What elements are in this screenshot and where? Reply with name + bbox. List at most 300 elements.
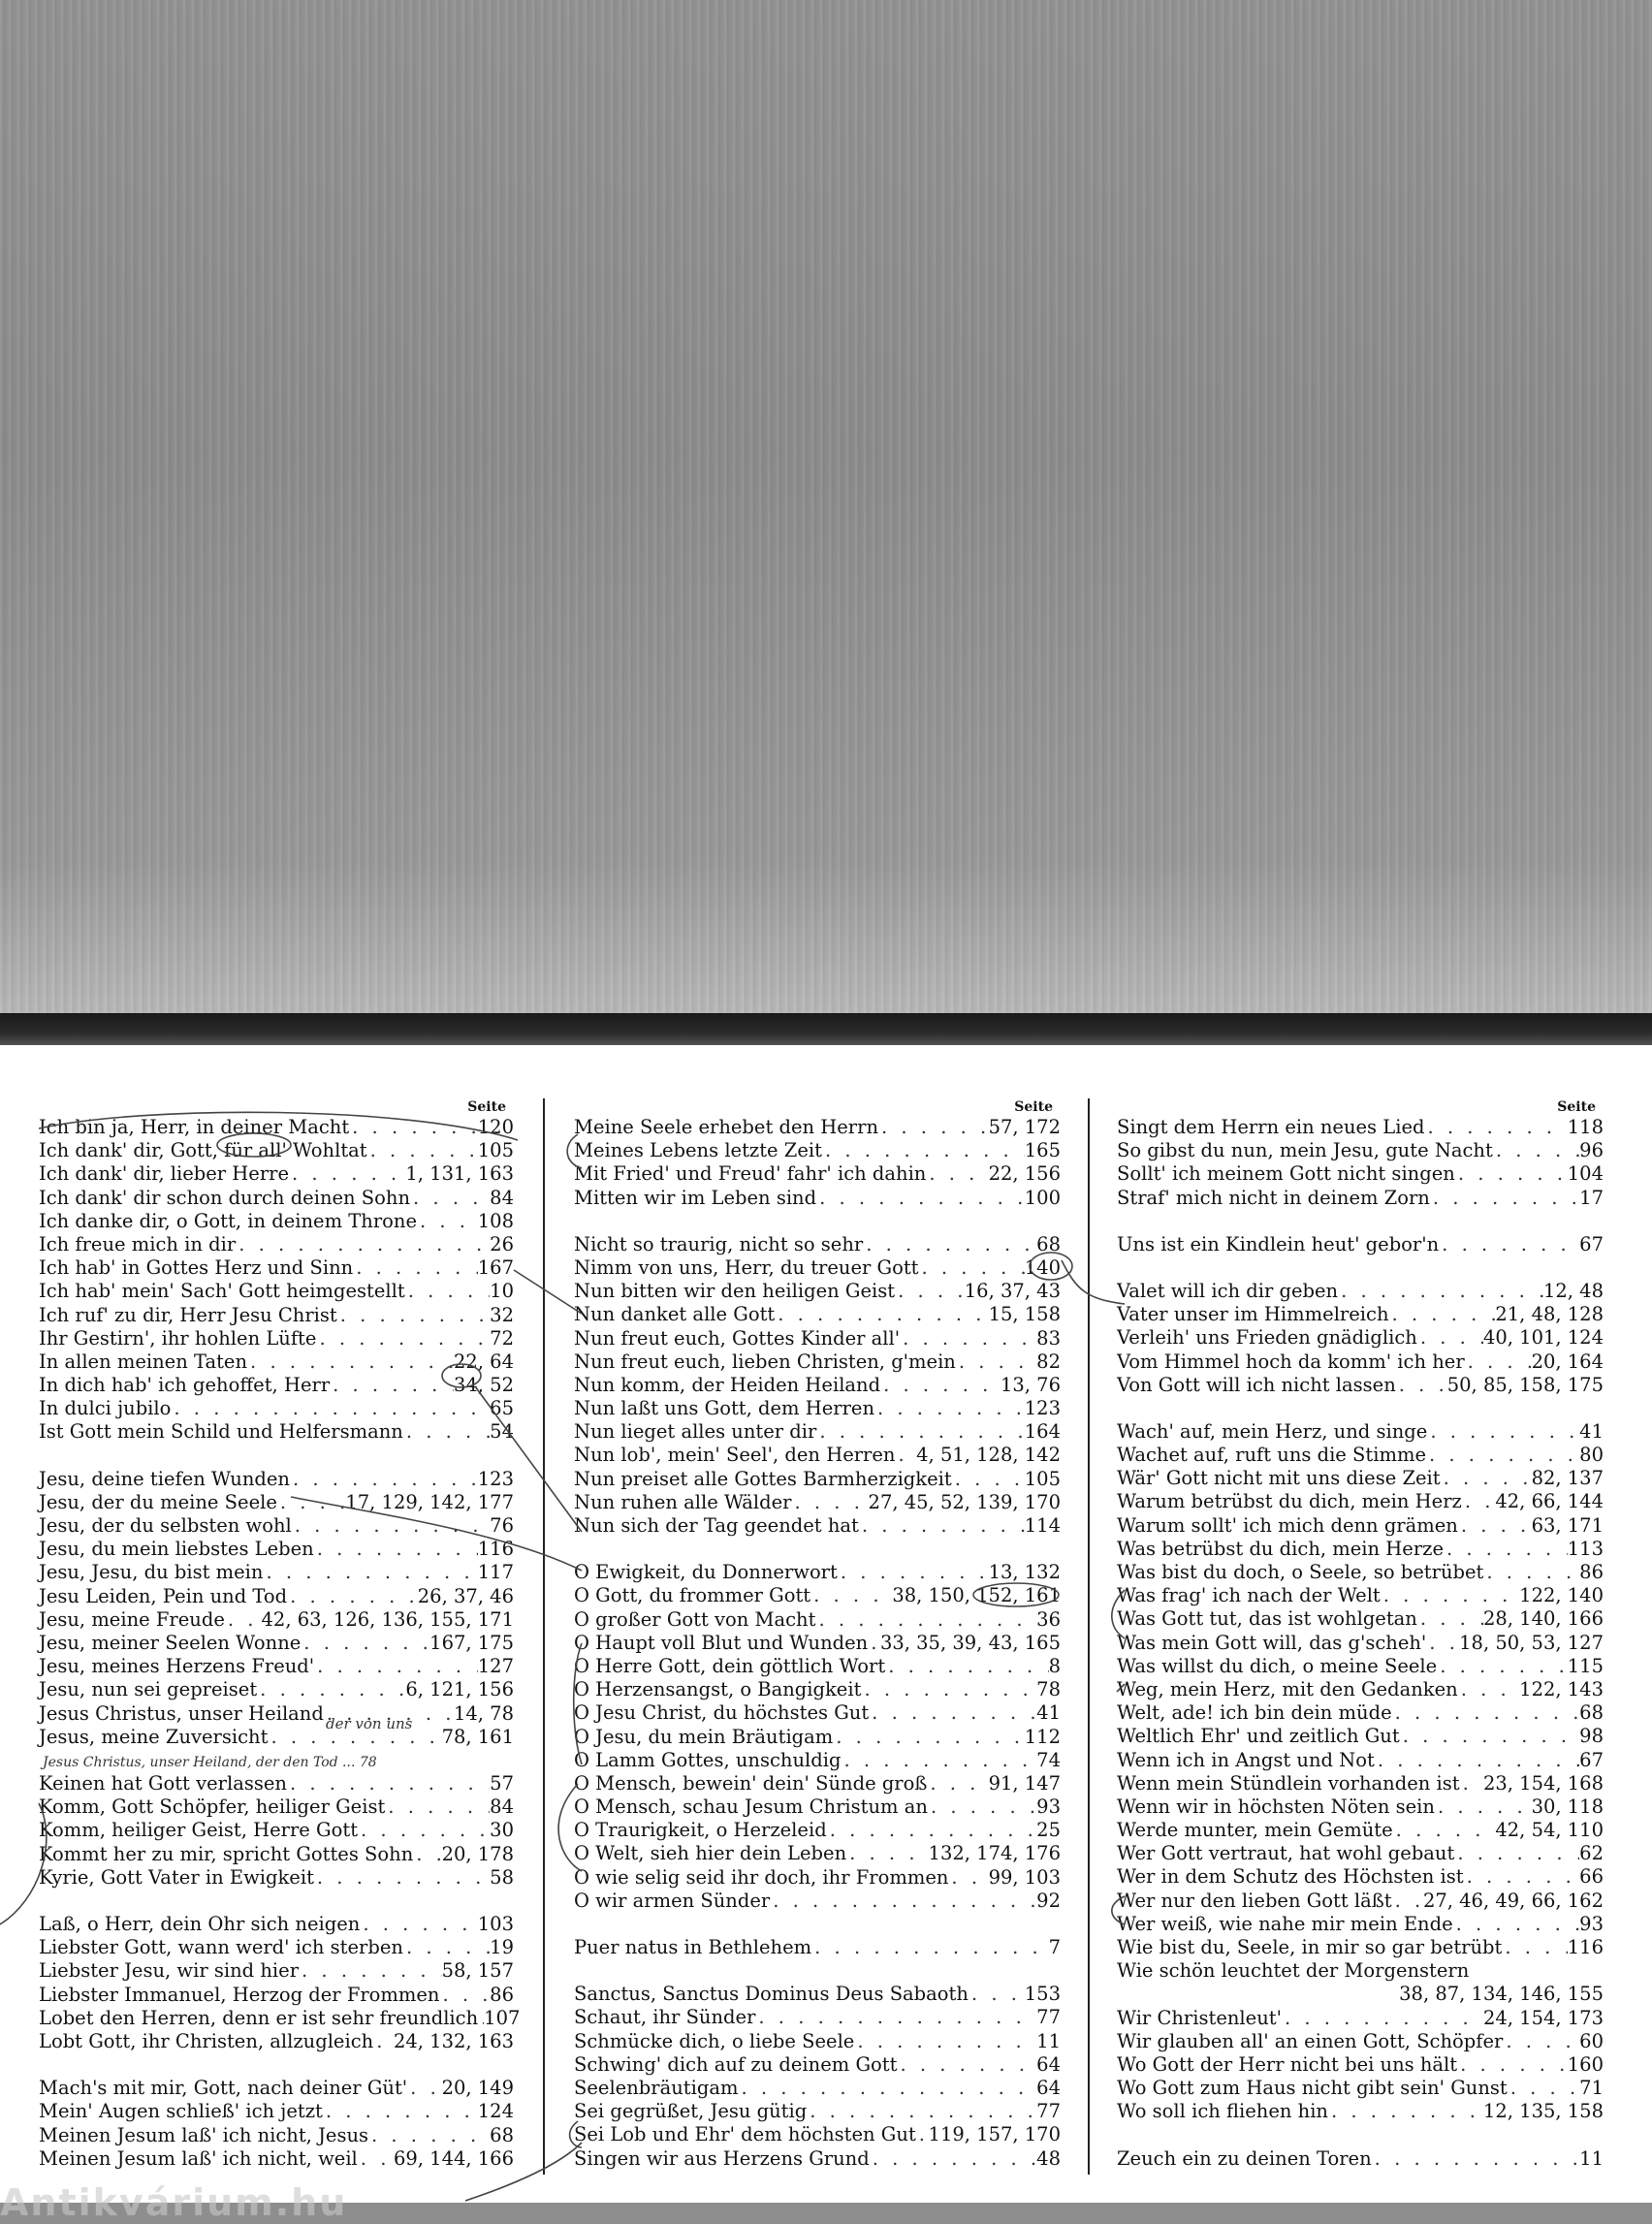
page-numbers: 26 xyxy=(490,1232,514,1255)
index-entry xyxy=(1117,1538,1604,1561)
index-entry xyxy=(1117,1303,1604,1326)
entry-list xyxy=(574,1116,1061,2171)
leader-dots xyxy=(1435,1795,1532,1819)
index-entry xyxy=(39,1608,514,1632)
index-entry xyxy=(1117,1187,1604,1210)
leader-dots xyxy=(349,1116,478,1139)
hymn-title: Welt, ade! ich bin dein müde xyxy=(1117,1701,1392,1725)
hymn-title: Uns ist ein Kindlein heut' gebor'n xyxy=(1117,1232,1440,1255)
index-entry xyxy=(39,1187,514,1210)
index-entry xyxy=(1117,1772,1604,1795)
page-numbers: 36 xyxy=(1036,1607,1061,1631)
page-numbers: 28, 140, 166 xyxy=(1482,1607,1604,1631)
section-gap xyxy=(574,1538,1061,1561)
page-numbers: 67 xyxy=(1579,1232,1604,1255)
page-numbers: 13, 132 xyxy=(988,1561,1061,1584)
hymn-title: O Gott, du frommer Gott xyxy=(574,1584,811,1607)
page-numbers: 57 xyxy=(490,1772,514,1795)
page-numbers: 66 xyxy=(1579,1865,1604,1889)
page-numbers: 67 xyxy=(1579,1748,1604,1771)
index-entry xyxy=(1117,1326,1604,1350)
page-numbers: 153 xyxy=(1024,1983,1061,2006)
index-entry xyxy=(39,1304,514,1327)
page-numbers: 20, 164 xyxy=(1531,1350,1604,1373)
index-entry xyxy=(39,1585,514,1608)
index-entry xyxy=(39,1280,514,1303)
leader-dots xyxy=(948,1866,988,1890)
page-numbers: 54 xyxy=(490,1420,514,1444)
page-numbers: 123 xyxy=(1024,1397,1061,1420)
leader-dots xyxy=(775,1303,988,1326)
leader-dots xyxy=(373,2030,394,2053)
page-numbers: 12, 48 xyxy=(1542,1279,1604,1302)
hymn-title: Singt dem Herrn ein neues Lied xyxy=(1117,1116,1425,1138)
leader-dots xyxy=(1328,2100,1483,2123)
index-entry xyxy=(574,1350,1061,1374)
hymn-title: Was mein Gott will, das g'scheh' xyxy=(1117,1631,1427,1654)
leader-dots xyxy=(874,1397,1025,1420)
leader-dots xyxy=(1462,1490,1496,1513)
hymn-title: In dulci jubilo xyxy=(39,1397,172,1420)
hymn-title: Nun laßt uns Gott, dem Herren xyxy=(574,1397,875,1420)
hymn-title: Lobet den Herren, denn er ist sehr freundlich xyxy=(39,2006,479,2029)
page-numbers: 7 xyxy=(1048,1936,1061,1958)
hymn-title: Ihr Gestirn', ihr hohlen Lüfte xyxy=(39,1326,317,1350)
section-gap xyxy=(39,2053,514,2077)
page-numbers: 119, 157, 170 xyxy=(928,2123,1061,2146)
index-entry xyxy=(39,2100,514,2123)
page-numbers: 115 xyxy=(1567,1654,1604,1677)
page-numbers: 92 xyxy=(1036,1889,1061,1912)
hymn-title: Nun bitten wir den heiligen Geist xyxy=(574,1280,896,1303)
index-entry xyxy=(39,1726,514,1749)
hymn-title: Lobt Gott, ihr Christen, allzugleich xyxy=(39,2029,374,2052)
index-entry xyxy=(39,1210,514,1233)
page-numbers: 84 xyxy=(490,1795,514,1819)
page-numbers: 117 xyxy=(477,1561,514,1584)
leader-dots xyxy=(314,1538,478,1561)
hymn-title: Was bist du doch, o Seele, so betrübet xyxy=(1117,1561,1484,1583)
hymn-title: Wachet auf, ruft uns die Stimme xyxy=(1117,1444,1426,1467)
page-numbers: 42, 66, 144 xyxy=(1495,1490,1604,1513)
index-entry xyxy=(39,1162,514,1186)
page-numbers: 83 xyxy=(1036,1326,1061,1350)
hymn-title: Was frag' ich nach der Welt xyxy=(1117,1584,1381,1607)
hymn-title: Schwing' dich auf zu deinem Gott xyxy=(574,2052,898,2076)
page-numbers: 160 xyxy=(1567,2052,1604,2076)
index-entry xyxy=(574,1280,1061,1303)
page-numbers: 14, 78 xyxy=(453,1701,514,1725)
page-numbers: 68 xyxy=(1036,1232,1061,1255)
leader-dots xyxy=(1460,1772,1483,1795)
hymn-title: O Mensch, bewein' dein' Sünde groß xyxy=(574,1771,928,1795)
section-gap xyxy=(1117,2124,1604,2147)
column-divider xyxy=(543,1098,545,2175)
page-numbers: 11 xyxy=(1579,2146,1604,2170)
page-numbers: 34, 52 xyxy=(453,1374,514,1397)
leader-dots xyxy=(277,1491,345,1514)
hymn-title: Jesu, der du selbsten wohl xyxy=(39,1514,292,1537)
leader-dots xyxy=(1389,1303,1496,1326)
leader-dots xyxy=(1372,2147,1580,2171)
leader-dots xyxy=(1464,1865,1580,1889)
page-numbers: 30 xyxy=(490,1819,514,1842)
hymn-title: Nicht so traurig, nicht so sehr xyxy=(574,1232,864,1255)
index-entry xyxy=(1117,1116,1604,1139)
page-numbers: 84 xyxy=(490,1186,514,1209)
index-entry xyxy=(574,1327,1061,1350)
hymn-title: Mitten wir im Leben sind xyxy=(574,1186,817,1209)
leader-dots xyxy=(952,1468,1025,1491)
index-entry xyxy=(39,1397,514,1420)
hymn-title: Sei Lob und Ehr' dem höchsten Gut xyxy=(574,2123,916,2146)
leader-dots xyxy=(755,2006,1036,2029)
page-numbers: 68 xyxy=(1579,1701,1604,1725)
page-numbers: 32 xyxy=(490,1303,514,1326)
index-page xyxy=(0,1045,1652,2203)
page-numbers: 113 xyxy=(1567,1537,1604,1560)
index-entry xyxy=(39,1538,514,1561)
leader-dots xyxy=(859,1514,1025,1538)
leader-dots xyxy=(1396,1374,1447,1397)
leader-dots xyxy=(358,2147,394,2171)
hymn-title: O wie selig seid ihr doch, ihr Frommen xyxy=(574,1865,949,1889)
leader-dots xyxy=(870,2147,1036,2171)
page-numbers: 63, 171 xyxy=(1531,1513,1604,1537)
hymn-title: Von Gott will ich nicht lassen xyxy=(1117,1373,1396,1396)
leader-dots xyxy=(236,1233,490,1256)
hymn-title: Was betrübst du dich, mein Herze xyxy=(1117,1537,1444,1560)
page-numbers: 103 xyxy=(477,1913,514,1935)
hymn-title: Wenn wir in höchsten Nöten sein xyxy=(1117,1795,1435,1818)
page-numbers: 124 xyxy=(477,2100,514,2123)
index-entry xyxy=(1117,1983,1604,2006)
index-entry xyxy=(39,1795,514,1819)
hymn-title: In dich hab' ich gehoffet, Herr xyxy=(39,1374,331,1397)
page-numbers: 112 xyxy=(1024,1725,1061,1748)
index-entry xyxy=(1117,1607,1604,1631)
hymn-title: Ich dank' dir, lieber Herre xyxy=(39,1162,290,1186)
leader-dots xyxy=(861,1678,1036,1701)
seite-header: Seite xyxy=(1014,1099,1053,1115)
index-entry xyxy=(574,1468,1061,1491)
index-entry xyxy=(1117,2077,1604,2100)
hymn-title: Weltlich Ehr' und zeitlich Gut xyxy=(1117,1725,1400,1748)
section-gap xyxy=(1117,1397,1604,1420)
leader-dots xyxy=(869,1701,1036,1725)
index-entry xyxy=(574,2100,1061,2123)
index-entry xyxy=(574,1772,1061,1795)
hymn-title: O Mensch, schau Jesum Christum an xyxy=(574,1795,928,1819)
page-numbers: 82, 137 xyxy=(1531,1467,1604,1490)
index-entry xyxy=(39,1702,514,1726)
index-entry xyxy=(574,1233,1061,1256)
leader-dots xyxy=(1458,1678,1519,1701)
page-numbers: 123 xyxy=(477,1467,514,1490)
index-entry xyxy=(574,2123,1061,2146)
hymn-title: O Herre Gott, dein göttlich Wort xyxy=(574,1654,886,1677)
leader-dots xyxy=(878,1116,989,1139)
page-numbers: 19 xyxy=(490,1936,514,1959)
leader-dots xyxy=(885,1655,1048,1678)
index-entry xyxy=(574,2030,1061,2053)
hymn-title: Ich bin ja, Herr, in deiner Macht xyxy=(39,1116,350,1138)
hymn-title: O großer Gott von Macht xyxy=(574,1607,816,1631)
index-entry xyxy=(39,1678,514,1701)
leader-dots xyxy=(330,1374,454,1397)
leader-dots xyxy=(815,1608,1036,1632)
hymn-title: O wir armen Sünder xyxy=(574,1889,771,1912)
leader-dots xyxy=(360,1913,477,1936)
leader-dots xyxy=(1508,2077,1579,2100)
page-numbers: 122, 140 xyxy=(1519,1584,1604,1607)
index-entry xyxy=(39,2147,514,2171)
hymn-title: Meine Seele erhebet den Herrn xyxy=(574,1116,878,1138)
index-entry xyxy=(39,1233,514,1256)
page-numbers: 165 xyxy=(1024,1139,1061,1162)
handwritten-note: der von uns xyxy=(326,1715,413,1732)
seite-header: Seite xyxy=(467,1099,506,1115)
leader-dots xyxy=(816,1187,1025,1210)
hymn-title: Jesus Christus, unser Heiland xyxy=(39,1701,324,1725)
leader-dots xyxy=(417,1210,478,1233)
leader-dots xyxy=(1392,1701,1580,1725)
page-numbers: 82 xyxy=(1036,1350,1061,1373)
hymn-title: Ich danke dir, o Gott, in deinem Throne xyxy=(39,1209,417,1232)
hymn-title: Wer nur den lieben Gott läßt xyxy=(1117,1889,1392,1912)
leader-dots xyxy=(316,1327,490,1350)
leader-dots xyxy=(1392,1890,1423,1913)
index-entry xyxy=(574,1983,1061,2006)
index-entry xyxy=(1117,2030,1604,2053)
index-entry xyxy=(1117,1959,1604,1983)
hymn-title: Vom Himmel hoch da komm' ich her xyxy=(1117,1350,1465,1373)
section-gap xyxy=(1117,1210,1604,1233)
index-entry xyxy=(1117,2147,1604,2171)
leader-dots xyxy=(833,1726,1024,1749)
hymn-title: O Jesu Christ, du höchstes Gut xyxy=(574,1701,870,1725)
leader-dots xyxy=(410,1187,490,1210)
hymn-title: Jesu, deine tiefen Wunden xyxy=(39,1467,290,1490)
handwritten-note: Jesus Christus, unser Heiland, der den Tod ... 78 xyxy=(43,1755,377,1770)
page-numbers: 65 xyxy=(490,1397,514,1420)
index-entry xyxy=(574,1726,1061,1749)
hymn-title: Wir glauben all' an einen Gott, Schöpfer xyxy=(1117,2029,1504,2052)
hymn-title: Ich dank' dir, Gott, für all' Wohltat xyxy=(39,1139,367,1162)
leader-dots xyxy=(1430,1187,1579,1210)
hymn-title: O Herzensangst, o Bangigkeit xyxy=(574,1678,862,1701)
hymn-title: Nun lob', mein' Seel', den Herren xyxy=(574,1444,896,1467)
hymn-title: Wo Gott der Herr nicht bei uns hält xyxy=(1117,2052,1458,2076)
page-numbers: 16, 37, 43 xyxy=(964,1280,1061,1303)
hymn-title: Ich hab' in Gottes Herz und Sinn xyxy=(39,1256,354,1280)
leader-dots xyxy=(900,1327,1036,1350)
index-entry xyxy=(39,1913,514,1936)
index-entry xyxy=(39,1374,514,1397)
page-numbers: 11 xyxy=(1036,2029,1061,2052)
leader-dots xyxy=(807,2100,1036,2123)
hymn-title: Nun freut euch, lieben Christen, g'mein xyxy=(574,1350,956,1373)
hymn-title: Ich ruf' zu dir, Herr Jesu Christ xyxy=(39,1303,337,1326)
hymn-title: Wär' Gott nicht mit uns diese Zeit xyxy=(1117,1467,1441,1490)
leader-dots xyxy=(916,2123,929,2146)
leader-dots xyxy=(863,1233,1036,1256)
page-numbers: 116 xyxy=(1567,1936,1604,1958)
leader-dots xyxy=(868,1632,880,1655)
page-numbers: 68 xyxy=(490,2123,514,2146)
page-numbers: 27, 45, 52, 139, 170 xyxy=(868,1490,1061,1513)
leader-dots xyxy=(1426,1444,1579,1467)
leader-dots xyxy=(1282,2007,1483,2030)
hymn-title: Kommt her zu mir, spricht Gottes Sohn xyxy=(39,1842,414,1865)
leader-dots xyxy=(337,1304,490,1327)
page-numbers: 62 xyxy=(1579,1842,1604,1865)
leader-dots xyxy=(301,1632,429,1655)
hymn-title: Liebster Immanuel, Herzog der Frommen xyxy=(39,1983,440,2006)
index-entry xyxy=(1117,1701,1604,1725)
leader-dots xyxy=(314,1655,478,1678)
hymn-title: Mach's mit mir, Gott, nach deiner Güt' xyxy=(39,2077,408,2100)
leader-dots xyxy=(956,1350,1036,1374)
hymn-title: Mein' Augen schließ' ich jetzt xyxy=(39,2100,323,2123)
page-numbers: 127 xyxy=(477,1655,514,1678)
index-entry xyxy=(39,1256,514,1280)
hymn-title: Keinen hat Gott verlassen xyxy=(39,1772,287,1795)
page-numbers: 12, 135, 158 xyxy=(1482,2100,1604,2123)
hymn-title: Warum betrübst du dich, mein Herz xyxy=(1117,1490,1462,1513)
leader-dots xyxy=(927,1772,988,1795)
hymn-title: So gibst du nun, mein Jesu, gute Nacht xyxy=(1117,1139,1493,1162)
leader-dots xyxy=(314,1866,490,1890)
leader-dots xyxy=(1381,1584,1519,1607)
index-column-3 xyxy=(1117,1098,1604,2171)
hymn-title: Wenn mein Stündlein vorhanden ist xyxy=(1117,1771,1460,1795)
page-numbers: 41 xyxy=(1579,1419,1604,1443)
hymn-title: Wach' auf, mein Herz, und singe xyxy=(1117,1419,1428,1443)
hymn-title: Weg, mein Herz, mit den Gedanken xyxy=(1117,1677,1458,1700)
index-entry xyxy=(39,1866,514,1890)
leader-dots xyxy=(358,1819,490,1842)
index-entry xyxy=(39,1843,514,1866)
leader-dots xyxy=(1493,1139,1579,1162)
hymn-title: Wie schön leuchtet der Morgenstern xyxy=(1117,1959,1470,1983)
page-numbers: 167, 175 xyxy=(429,1631,514,1654)
leader-dots xyxy=(257,1678,405,1701)
index-entry xyxy=(39,1772,514,1795)
index-entry xyxy=(39,1139,514,1162)
hymn-title: Valet will ich dir geben xyxy=(1117,1279,1339,1302)
page-numbers: 58, 157 xyxy=(441,1959,514,1983)
page-numbers: 104 xyxy=(1567,1162,1604,1186)
index-entry xyxy=(1117,1233,1604,1256)
page-numbers: 140 xyxy=(1024,1255,1061,1279)
index-entry xyxy=(1117,1678,1604,1701)
index-entry xyxy=(574,1491,1061,1514)
index-entry xyxy=(574,1444,1061,1467)
index-entry xyxy=(574,1397,1061,1420)
index-entry xyxy=(1117,1865,1604,1889)
page-numbers: 96 xyxy=(1579,1139,1604,1162)
leader-dots xyxy=(171,1397,490,1420)
leader-dots xyxy=(440,1984,491,2007)
hymn-title: Jesu, meines Herzens Freud' xyxy=(39,1655,315,1678)
page-numbers: 69, 144, 166 xyxy=(393,2146,514,2170)
page-numbers: 98 xyxy=(1579,1725,1604,1748)
page-numbers: 15, 158 xyxy=(988,1303,1061,1326)
section-gap xyxy=(574,1210,1061,1233)
leader-dots xyxy=(1455,1162,1568,1186)
hymn-title: Puer natus in Bethlehem xyxy=(574,1936,812,1958)
leader-dots xyxy=(811,1936,1048,1959)
hymn-title: O Ewigkeit, du Donnerwort xyxy=(574,1561,838,1584)
leader-dots xyxy=(1417,1607,1483,1631)
index-entry xyxy=(574,2006,1061,2029)
hymn-title: Was willst du dich, o meine Seele xyxy=(1117,1654,1438,1677)
leader-dots xyxy=(969,1983,1025,2006)
index-entry xyxy=(39,1116,514,1139)
leader-dots xyxy=(846,1842,928,1865)
page-numbers: 100 xyxy=(1024,1186,1061,1209)
hymn-title: O Welt, sieh hier dein Leben xyxy=(574,1842,847,1865)
book-cover-edge xyxy=(0,1013,1652,1046)
leader-dots xyxy=(926,1162,988,1186)
leader-dots xyxy=(822,1139,1025,1162)
page-numbers: 58 xyxy=(490,1865,514,1889)
index-entry xyxy=(1117,1490,1604,1513)
hymn-title: Nun danket alle Gott xyxy=(574,1303,776,1326)
hymn-title: Nun preiset alle Gottes Barmherzigkeit xyxy=(574,1467,952,1490)
hymn-title: Wo soll ich fliehen hin xyxy=(1117,2100,1328,2123)
page-numbers: 27, 46, 49, 66, 162 xyxy=(1422,1889,1604,1912)
leader-dots xyxy=(895,1280,965,1303)
index-entry xyxy=(1117,1514,1604,1538)
index-entry xyxy=(1117,1913,1604,1936)
index-entry xyxy=(574,1795,1061,1819)
page-numbers: 30, 118 xyxy=(1531,1795,1604,1818)
page-numbers: 33, 35, 39, 43, 165 xyxy=(879,1631,1061,1654)
index-entry xyxy=(574,1187,1061,1210)
page-numbers: 74 xyxy=(1036,1748,1061,1771)
hymn-title: Wo Gott zum Haus nicht gibt sein' Gunst xyxy=(1117,2077,1508,2100)
hymn-title: Schmücke dich, o liebe Seele xyxy=(574,2029,855,2052)
page-numbers: 42, 54, 110 xyxy=(1495,1819,1604,1842)
hymn-title: Meinen Jesum laß' ich nicht, weil xyxy=(39,2146,358,2170)
hymn-title: Sei gegrüßet, Jesu gütig xyxy=(574,2100,808,2123)
hymn-title: Jesu, nun sei gepreiset xyxy=(39,1678,258,1701)
page-numbers: 21, 48, 128 xyxy=(1495,1303,1604,1326)
hymn-title: Nun freut euch, Gottes Kinder all' xyxy=(574,1326,901,1350)
page-numbers: 41 xyxy=(1036,1701,1061,1725)
hymn-title: Jesus, meine Zuversicht xyxy=(39,1725,269,1748)
page-numbers: 22, 156 xyxy=(988,1162,1061,1186)
page-numbers: 93 xyxy=(1036,1795,1061,1819)
hymn-title: Komm, heiliger Geist, Herre Gott xyxy=(39,1819,359,1842)
hymn-title: Straf' mich nicht in deinem Zorn xyxy=(1117,1186,1430,1209)
leader-dots xyxy=(403,1420,490,1444)
leader-dots xyxy=(368,2124,490,2147)
hymn-title: Was Gott tut, das ist wohlgetan xyxy=(1117,1607,1417,1631)
leader-dots xyxy=(263,1561,477,1584)
leader-dots xyxy=(1439,1233,1579,1256)
index-entry xyxy=(39,1420,514,1444)
index-entry xyxy=(574,1420,1061,1444)
page-numbers: 105 xyxy=(477,1139,514,1162)
index-entry xyxy=(1117,2007,1604,2030)
page-numbers: 105 xyxy=(1024,1467,1061,1490)
index-entry xyxy=(574,1890,1061,1913)
index-entry xyxy=(574,1866,1061,1890)
hymn-title: Sanctus, Sanctus Dominus Deus Sabaoth xyxy=(574,1983,969,2006)
